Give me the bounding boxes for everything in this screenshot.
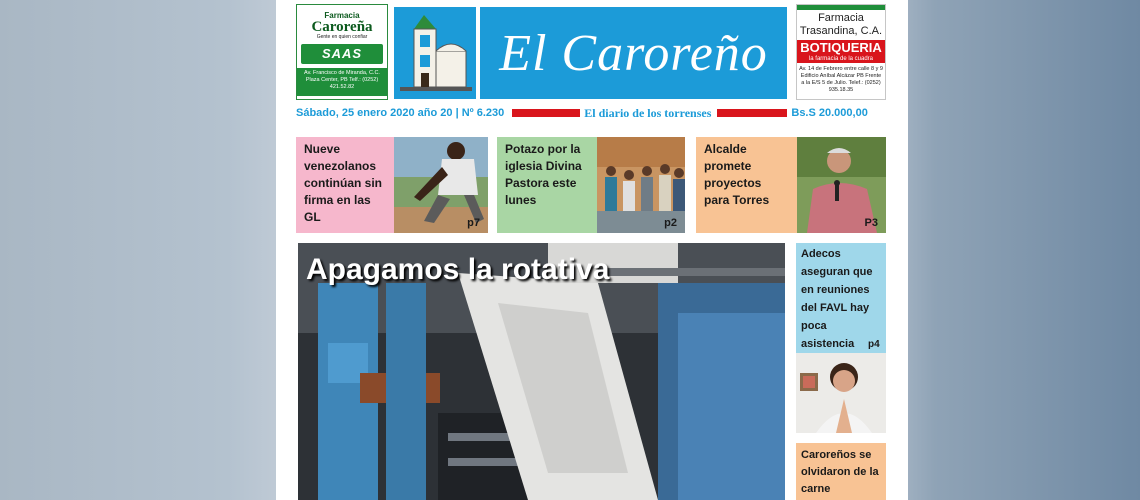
sidebar-story-title: Adecos aseguran que en reuniones del FAVL hay poca asistencia (801, 248, 873, 350)
story-teaser[interactable] (296, 137, 488, 233)
story-teaser[interactable] (696, 137, 886, 233)
ad-left-line1: Farmacia (324, 11, 360, 20)
ad-right-tagline: la farmacia de la cuadra (797, 55, 885, 63)
red-divider (512, 109, 580, 117)
ad-right-line2: Trasandina, C.A. (799, 25, 883, 37)
ad-right-address: Av. 14 de Febrero entre calle 8 y 9 Edificio Aníbal Alcázar PB Frente a la E/S 5 de Julio. Telef.: (0252) 935.18.35 (799, 66, 883, 93)
saas-logo (301, 44, 383, 64)
main-story-photo[interactable] (298, 243, 785, 500)
ad-farmacia-trasandina[interactable] (796, 4, 886, 100)
newspaper-motto: El diario de los torrenses (584, 105, 712, 120)
saas-brand: SAAS (321, 46, 363, 61)
ad-right-brand: BOTIQUERIA (797, 40, 885, 55)
main-headline: Apagamos la rotativa (306, 253, 610, 286)
story-page-ref: P3 (864, 217, 878, 229)
story-title: Alcalde promete proyectos para Torres (696, 137, 797, 233)
sidebar-page-ref: p4 (868, 339, 880, 350)
sidebar-story[interactable] (796, 443, 886, 500)
issue-info-bar (296, 106, 886, 120)
ad-right-stripe (797, 5, 885, 10)
story-title: Potazo por la iglesia Divina Pastora este lunes (497, 137, 597, 233)
ad-left-slogan: Gente en quien confiar (316, 34, 368, 40)
masthead-title: El Caroreño (499, 24, 768, 82)
issue-date: Sábado, 25 enero 2020 año 20 | Nº 6.230 (296, 107, 505, 119)
story-title: Nueve venezolanos continúan sin firma en las GL (296, 137, 394, 233)
woman-portrait-photo (796, 353, 886, 433)
story-page-ref: p7 (467, 217, 480, 229)
newspaper-front-page (276, 0, 908, 500)
ad-farmacia-carorena[interactable] (296, 4, 388, 100)
ad-left-address: Av. Francisco de Miranda, C.C. Plaza Center, PB Telf.: (0252) 421.52.82 (297, 68, 387, 96)
red-divider (717, 109, 787, 117)
masthead-banner[interactable] (480, 7, 787, 99)
story-page-ref: p2 (664, 217, 677, 229)
ad-left-name: Caroreña (311, 19, 373, 35)
issue-price: Bs.S 20.000,00 (791, 107, 868, 119)
sidebar-story[interactable] (796, 243, 886, 433)
church-logo-icon (394, 7, 476, 99)
ad-right-line1: Farmacia (818, 12, 864, 24)
story-teaser[interactable] (497, 137, 685, 233)
sidebar-story-title: Caroreños se olvidaron de la carne (801, 449, 879, 495)
